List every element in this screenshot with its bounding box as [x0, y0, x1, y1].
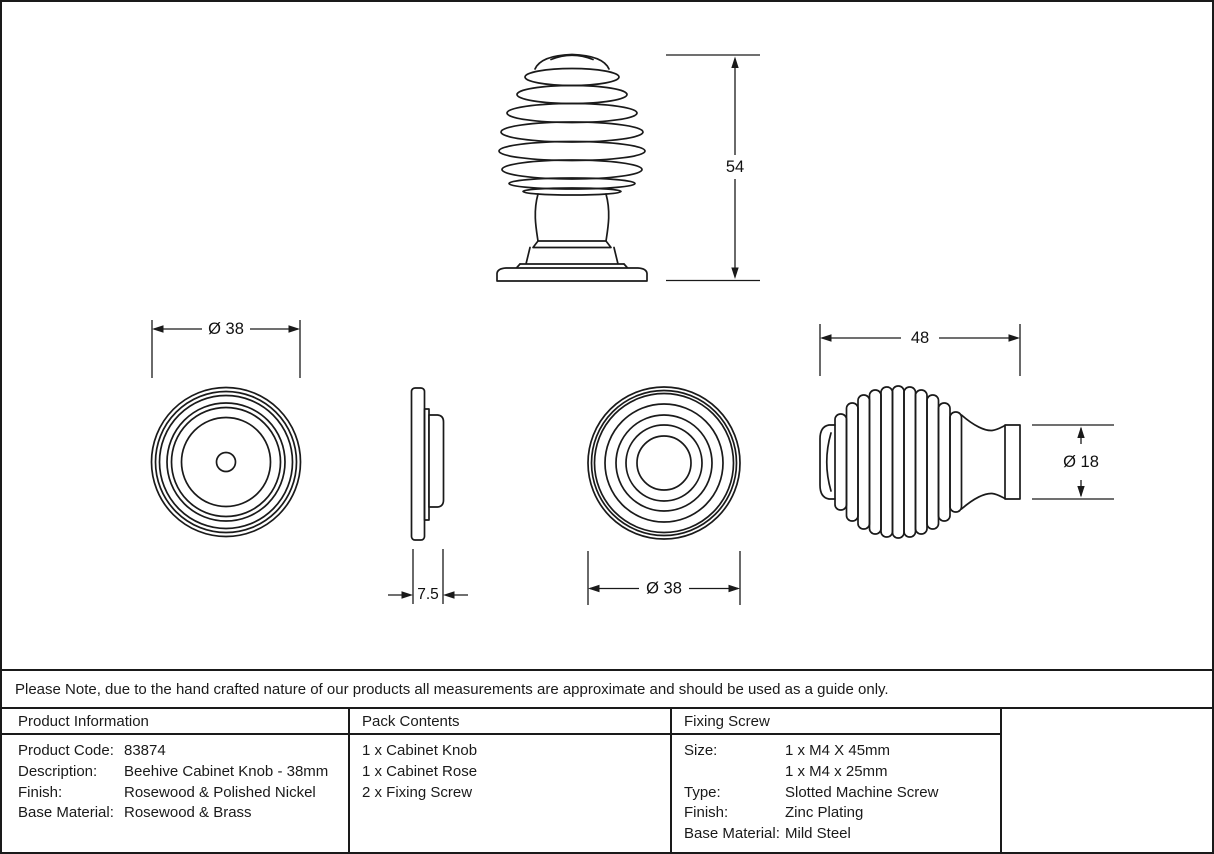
rose-side-profile-view: [412, 388, 444, 540]
pack-item: 1 x Cabinet Rose: [362, 762, 478, 780]
pack-contents-column: [350, 709, 672, 852]
spec-label: Base Material:: [684, 825, 780, 843]
dim-front-height: [666, 55, 760, 281]
dim-face-diameter: [588, 551, 740, 605]
pack-item: 1 x Cabinet Knob: [362, 742, 478, 759]
spec-label: Base Material:: [18, 804, 114, 822]
knob-side-view: [820, 386, 1020, 538]
measurement-note: [2, 669, 1212, 707]
spec-label: [684, 762, 785, 783]
empty-column: [1002, 709, 1212, 852]
dim-label-face-diameter: Ø 38: [646, 579, 682, 598]
knob-front-elevation-view: [497, 55, 647, 282]
spec-label: Size:: [684, 742, 718, 759]
pack-contents-body: [350, 735, 670, 803]
fixing-screw-column: [672, 709, 1002, 852]
spec-table: [2, 707, 1212, 852]
spec-value: 1 x M4 x 25mm: [785, 762, 888, 780]
spec-row-screw-type: [684, 783, 1000, 804]
dim-label-neck-diameter: Ø 18: [1063, 453, 1099, 471]
spec-row-finish: [18, 783, 348, 804]
spec-value: Rosewood & Polished Nickel: [124, 783, 316, 801]
product-information-body: [2, 735, 348, 824]
spec-row-screw-finish: [684, 803, 1000, 824]
spec-value: Rosewood & Brass: [124, 804, 252, 822]
technical-drawing: [2, 2, 1212, 669]
dim-rose-depth: [388, 549, 468, 604]
pack-item: 2 x Fixing Screw: [362, 783, 473, 801]
spec-label: Product Code:: [18, 742, 114, 759]
knob-face-view: [588, 387, 740, 539]
product-information-column: [2, 709, 350, 852]
fixing-screw-body: [672, 735, 1000, 845]
spec-value: Zinc Plating: [785, 804, 864, 822]
dim-label-side-length: 48: [910, 329, 930, 347]
dim-label-rose-depth: 7.5: [417, 586, 439, 603]
spec-label: Description:: [18, 762, 98, 780]
product-information-header: Product Information: [2, 709, 348, 735]
spec-row-product-code: [18, 741, 348, 762]
dim-neck-diameter: [1032, 425, 1114, 499]
spec-row-screw-size-2: [684, 762, 1000, 783]
spec-value: Beehive Cabinet Knob - 38mm: [124, 762, 329, 780]
spec-value: Mild Steel: [785, 825, 851, 843]
spec-label: Finish:: [18, 783, 63, 801]
pack-contents-header: Pack Contents: [350, 709, 670, 735]
rose-front-view: [152, 388, 301, 537]
spec-row-base-material: [18, 803, 348, 824]
dim-rose-diameter: [152, 320, 300, 378]
measurement-note-text: Please Note, due to the hand crafted nature of our products all measurements are approximate and should be used as a guide only.: [15, 680, 889, 698]
spec-row-description: [18, 762, 348, 783]
spec-value: 1 x M4 X 45mm: [785, 742, 891, 759]
spec-label: Type:: [684, 783, 721, 801]
dim-label-front-height: 54: [725, 158, 745, 176]
dim-side-length: [820, 324, 1020, 376]
spec-value: Slotted Machine Screw: [785, 783, 939, 801]
spec-row-screw-size: [684, 741, 1000, 762]
fixing-screw-header: Fixing Screw: [672, 709, 1000, 735]
dim-label-rose-diameter: Ø 38: [208, 320, 244, 338]
spec-value: 83874: [124, 742, 166, 759]
spec-row-screw-base-material: [684, 824, 1000, 845]
spec-label: Finish:: [684, 804, 729, 822]
